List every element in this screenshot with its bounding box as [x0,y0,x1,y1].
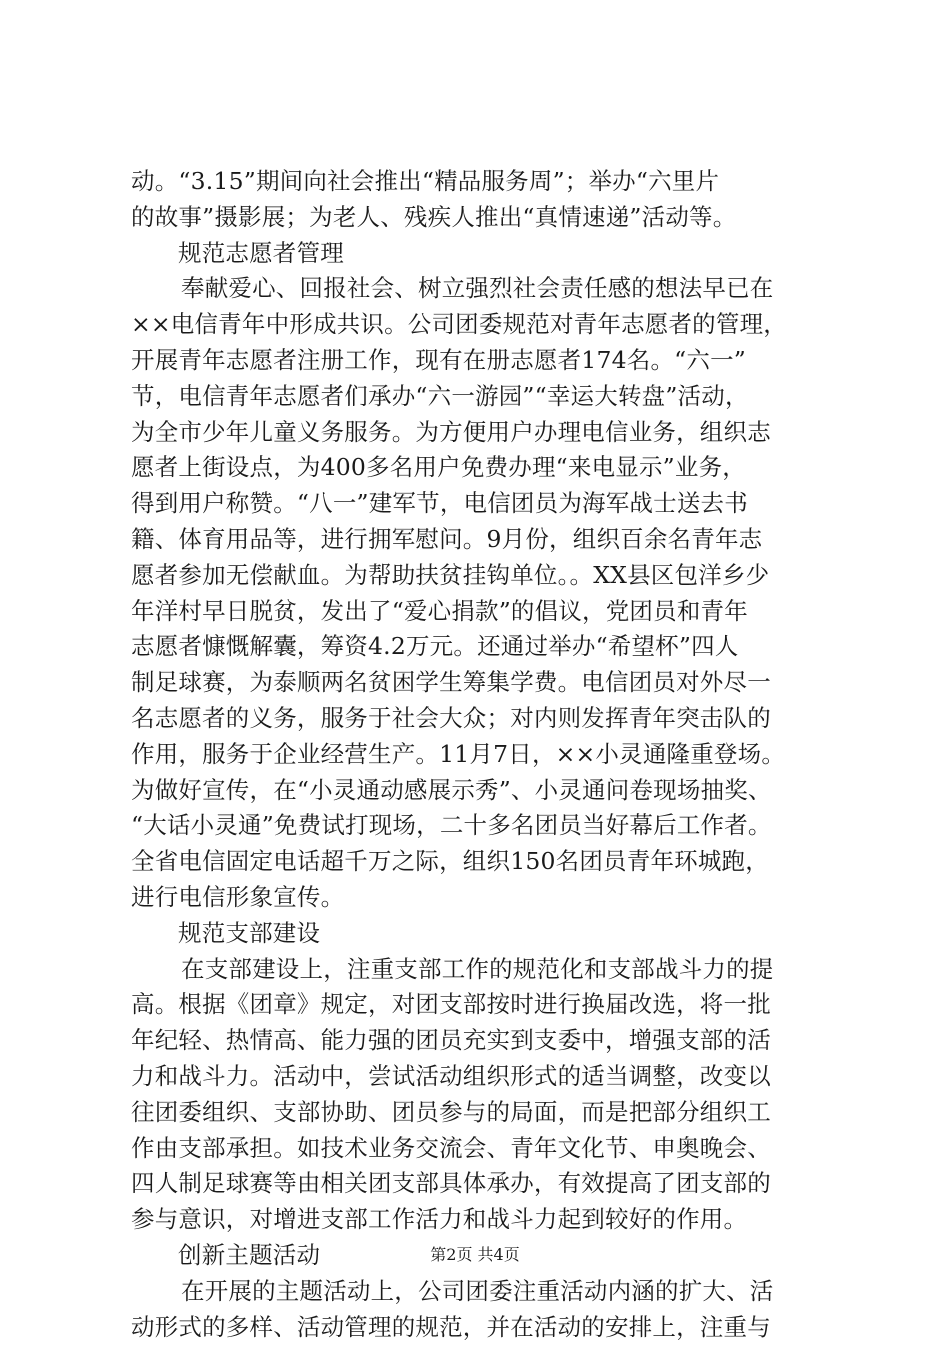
section-heading: 规范志愿者管理 [131,236,831,272]
text-line: 志愿者慷慨解囊，筹资4.2万元。还通过举办“希望杯”四人 [131,629,831,665]
page-footer: 第2页 共4页 [0,1245,950,1265]
text-line: 名志愿者的义务，服务于社会大众；对内则发挥青年突击队的 [131,701,831,737]
text-line: 作由支部承担。如技术业务交流会、青年文化节、申奥晚会、 [131,1131,831,1167]
text-line: 在开展的主题活动上，公司团委注重活动内涵的扩大、活 [131,1274,831,1310]
text-line: 愿者上街设点，为400多名用户免费办理“来电显示”业务， [131,450,831,486]
text-line: 开展青年志愿者注册工作，现有在册志愿者174名。“六一” [131,343,831,379]
text-line: 节，电信青年志愿者们承办“六一游园”“幸运大转盘”活动， [131,379,831,415]
text-line: 作用，服务于企业经营生产。11月7日，××小灵通隆重登场。 [131,737,831,773]
text-line: 动形式的多样、活动管理的规范，并在活动的安排上，注重与 [131,1310,831,1345]
text-line: 参与意识，对增进支部工作活力和战斗力起到较好的作用。 [131,1202,831,1238]
text-line: 制足球赛，为泰顺两名贫困学生筹集学费。电信团员对外尽一 [131,665,831,701]
section-heading: 规范支部建设 [131,916,831,952]
text-line: 往团委组织、支部协助、团员参与的局面，而是把部分组织工 [131,1095,831,1131]
text-line: 全省电信固定电话超千万之际，组织150名团员青年环城跑， [131,844,831,880]
text-line: 四人制足球赛等由相关团支部具体承办，有效提高了团支部的 [131,1166,831,1202]
text-line: 奉献爱心、回报社会、树立强烈社会责任感的想法早已在 [131,271,831,307]
text-line: “大话小灵通”免费试打现场，二十多名团员当好幕后工作者。 [131,808,831,844]
text-line: 动。“3.15”期间向社会推出“精品服务周”；举办“六里片 [131,164,831,200]
text-line: 力和战斗力。活动中，尝试活动组织形式的适当调整，改变以 [131,1059,831,1095]
section-heading: 创新主题活动 [131,1238,831,1274]
text-line: 愿者参加无偿献血。为帮助扶贫挂钩单位。。XX县区包洋乡少 [131,558,831,594]
document-body [131,164,831,1345]
text-line: 籍、体育用品等，进行拥军慰问。9月份，组织百余名青年志 [131,522,831,558]
text-line: 进行电信形象宣传。 [131,880,831,916]
text-line: 在支部建设上，注重支部工作的规范化和支部战斗力的提 [131,952,831,988]
text-line: 为做好宣传，在“小灵通动感展示秀”、小灵通问卷现场抽奖、 [131,773,831,809]
text-line: 为全市少年儿童义务服务。为方便用户办理电信业务，组织志 [131,415,831,451]
text-line: 年洋村早日脱贫，发出了“爱心捐款”的倡议，党团员和青年 [131,594,831,630]
text-line: ××电信青年中形成共识。公司团委规范对青年志愿者的管理， [131,307,831,343]
text-line: 年纪轻、热情高、能力强的团员充实到支委中，增强支部的活 [131,1023,831,1059]
text-line: 的故事”摄影展；为老人、残疾人推出“真情速递”活动等。 [131,200,831,236]
text-line: 高。根据《团章》规定，对团支部按时进行换届改选，将一批 [131,987,831,1023]
text-line: 得到用户称赞。“八一”建军节，电信团员为海军战士送去书 [131,486,831,522]
